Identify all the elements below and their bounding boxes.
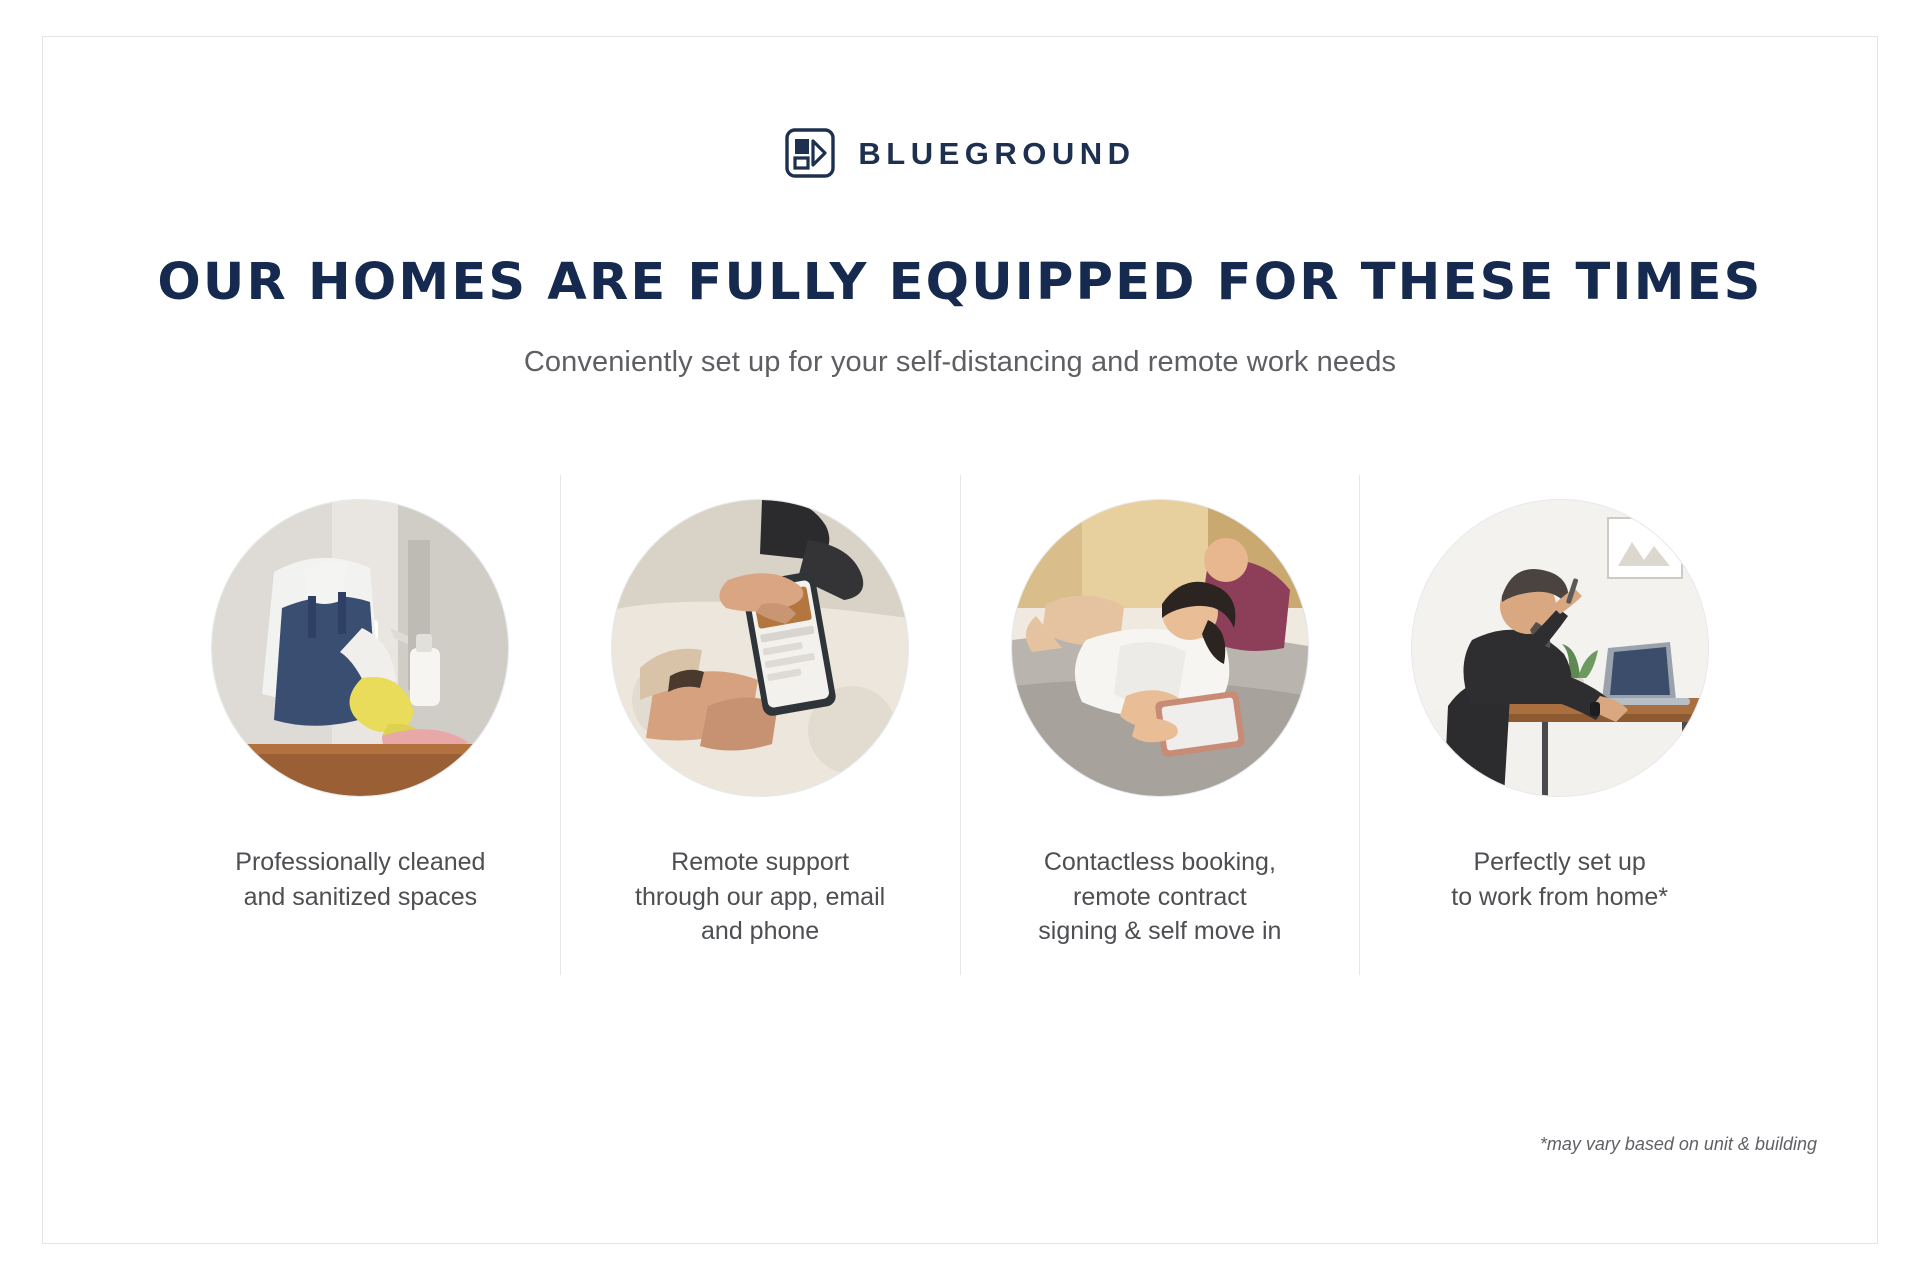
brand-name: BLUEGROUND <box>858 135 1136 171</box>
feature-image-cleaning <box>211 499 509 797</box>
feature-caption-work-from-home: Perfectly set up to work from home* <box>1451 848 1668 911</box>
feature-image-remote-support <box>611 499 909 797</box>
page-subtitle: Conveniently set up for your self-distancing and remote work needs <box>523 346 1397 379</box>
brand-logo <box>43 127 1877 179</box>
feature-card-contactless-booking <box>960 475 1360 975</box>
feature-image-work-from-home <box>1411 499 1709 797</box>
feature-caption-cleaning: Professionally cleaned and sanitized spaces <box>235 848 486 911</box>
footnote: *may vary based on unit & building <box>1539 1134 1817 1154</box>
poster-frame <box>42 36 1878 1244</box>
feature-caption-remote-support: Remote support through our app, email and phone <box>635 848 886 946</box>
feature-card-work-from-home <box>1359 475 1759 975</box>
blueground-square-icon <box>784 127 836 179</box>
page-title: OUR HOMES ARE FULLY EQUIPPED FOR THESE TIMES <box>157 253 1763 312</box>
feature-caption-contactless-booking: Contactless booking, remote contract signing & self move in <box>1038 848 1282 946</box>
feature-card-cleaning <box>161 475 560 975</box>
feature-card-remote-support <box>560 475 960 975</box>
feature-image-contactless-booking <box>1011 499 1309 797</box>
feature-card-list <box>161 475 1759 975</box>
